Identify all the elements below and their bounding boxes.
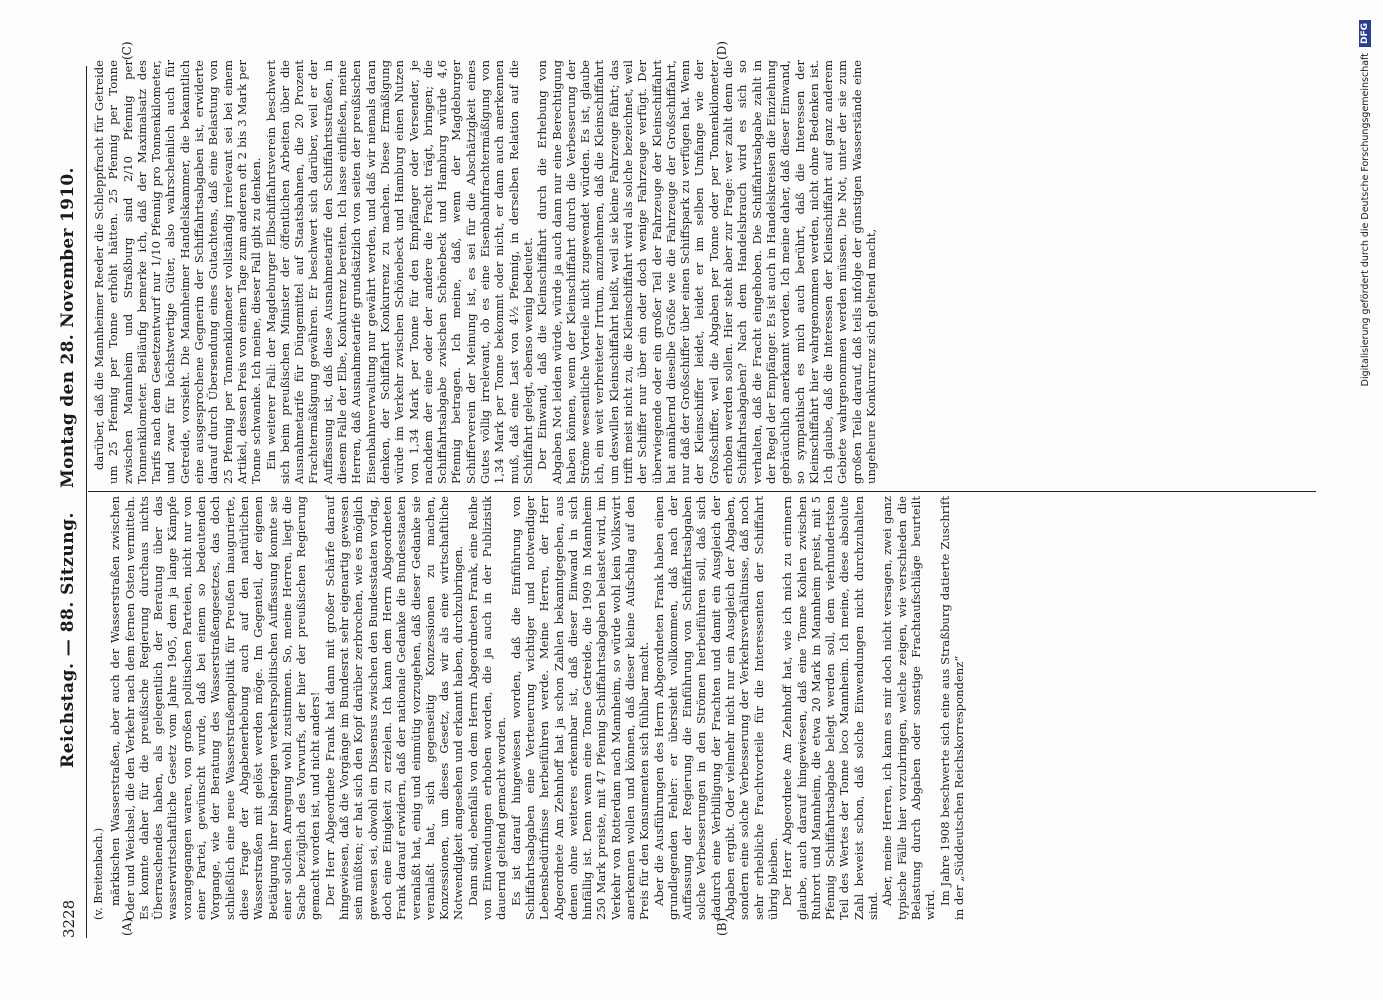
credit-text: Digitalisierung gefördert durch die Deutsche Forschungsgemeinschaft [1359, 53, 1371, 387]
dfg-logo: DFG [1359, 20, 1371, 47]
margin-marker-d: (D) [715, 41, 729, 60]
paragraph: Der Herr Abgeordnete Am Zehnhoff hat, wie ich mich zu erinnern glaube, auch darauf hingewiesen, daß eine Tonne Kohlen zwischen Ruhrort und Mannheim, die etwa 20 Mark in Mannheim preist, mit 5 Pfennig Schiffahrtsabgabe belegt werden soll, dem vierhundertsten Teil des Wertes der Tonne loco Mannheim. Ich meine, diese absolute Zahl beweist schon, daß solche Einwendungen nicht durchzuhalten sind. [780, 496, 881, 920]
left-text-column [92, 496, 966, 920]
digitization-credit [1352, 10, 1378, 990]
paragraph: darüber, daß die Mannheimer Reeder die Schleppfracht für Getreide um 25 Pfennig per Tonne erhöht hätten. 25 Pfennig per Tonne zwischen Mannheim und Straßburg sind 2/10 Pfennig per Tonnenkilometer. Beiläufig bemerke ich, daß der Maximalsatz des Tarifs nach dem Gesetzentwurf nur 1/10 Pfennig pro Tonnenkilometer, und zwar für höchstwertige Güter, also wahrscheinlich auch für Getreide, vorsieht. Die Mannheimer Handelskammer, die bekanntlich eine ausgesprochene Gegnerin der Schiffahrtsabgaben ist, erwiderte darauf durch Übersendung eines Gutachtens, daß eine Belastung von 25 Pfennig per Tonnenkilometer vollständig irrelevant sei bei einem Artikel, dessen Preis von einem Tage zum anderen oft 2 bis 3 Mark per Tonne schwanke. Ich meine, dieser Fall gibt zu denken. [92, 60, 264, 484]
paragraph: märkischen Wasserstraßen, aber auch der Wasserstraßen zwischen Oder und Weichsel, die den Verkehr nach dem fernen Osten vermitteln. Es konnte daher für die preußische Regierung durchaus nichts Überraschendes haben, als gelegentlich der Beratung über das wasserwirtschaftliche Gesetz vom Jahre 1905, dem ja lange Kämpfe vorangegangen waren, von großen politischen Parteien, nicht nur von einer Partei, gewünscht wurde, daß bei einem so bedeutenden Vorgange, wie der Beratung des Wasserstraßengesetzes, das doch schließlich eine neue Wasserstraßenpolitik für Preußen inaugurierte, diese Frage der Abgabenerhebung auch auf den natürlichen Wasserstraßen mit gelöst werden möge. Im Gegenteil, der eigenen Betätigung ihrer bisherigen verkehrspolitischen Auffassung konnte sie einer solchen Anregung wohl zustimmen. So, meine Herren, liegt die Sache bezüglich des Vorwurfs, der hier der preußischen Regierung gemacht worden ist, und nicht anders! [108, 496, 323, 920]
page-number: 3228 [60, 899, 78, 938]
paragraph: Aber, meine Herren, ich kann es mir doch nicht versagen, zwei ganz typische Fälle hier vorzubringen, welche zeigen, wie verschieden die Belastung durch Abgaben oder sonstige Frachtaufschläge beurteilt wird. [880, 496, 938, 920]
paragraph: Es ist darauf hingewiesen worden, daß die Einführung von Schiffahrtsabgaben eine Verteuerung wichtiger und notwendiger Lebensbedürfnisse herbeiführen werde. Meine Herren, der Herr Abgeordnete Am Zehnhoff hat ja schon Zahlen bekanntgegeben, aus denen ohne weiteres erkennbar ist, daß dieser Einwand in sich hinfällig ist. Denn wenn eine Tonne Getreide, die 1909 in Mannheim 250 Mark preiste, mit 47 Pfennig Schiffahrtsabgaben belastet wird, im Verkehr von Rotterdam nach Mannheim, so würde wohl kein Volkswirt anerkennen wollen und können, daß dieser kleine Aufschlag auf den Preis für den Konsumenten sich fühlbar macht. [508, 496, 652, 920]
paragraph: Der Einwand, daß die Kleinschiffahrt durch die Erhebung von Abgaben Not leiden würde, würde ja auch dann nur eine Berechtigung haben können, wenn der Kleinschiffahrt durch die Verbesserung der Ströme wesentliche Vorteile nicht zugewendet würden. Es ist, glaube ich, ein weit verbreiteter Irrtum, anzunehmen, daß die Kleinschiffahrt um deswillen Kleinschiffahrt heißt, weil sie kleine Fahrzeuge fährt; das trifft meist nicht zu, die Kleinschiffahrt wird als solche bezeichnet, weil der Schiffer nur über ein oder doch wenige Fahrzeuge verfügt. Der überwiegende oder ein großer Teil der Fahrzeuge der Kleinschiffahrt hat annähernd dieselbe Größe wie die Fahrzeuge der Großschiffahrt, nur daß der Großschiffer über einen Schiffspark zu verfügen hat. Wenn der Kleinschiffer leidet, leidet er im selben Umfange wie der Großschiffer, weil die Abgaben per Tonne oder per Tonnenkilometer erhoben werden sollen. Hier steht aber zur Frage: wer zahlt denn die Schiffahrtsabgaben? Nach dem Handelsbrauch wird es sich so verhalten, daß die Fracht eingehoben. Die Schiffahrtsabgabe zahlt in der Regel der Empfänger. Es ist auch in Handelskreisen die Einziehung gebräuchlich anerkannt worden. Ich meine daher, daß dieser Einwand, so sympathisch es mich auch berührt, daß die Interessen der Kleinschiffahrt hier wahrgenommen werden, nicht ohne Bedenken ist. Ich glaube, daß die Interessen der Kleinschiffahrt auf ganz anderem Gebiete wahrgenommen werden müssen. Die Not, unter der sie zum großen Teile darauf, daß teils infolge der günstigen Wasserstände eine ungeheure Konkurrenz sich geltend macht, [535, 60, 879, 484]
page-header [58, 78, 84, 938]
margin-marker-b: (B) [715, 917, 729, 936]
column-divider [88, 491, 1316, 492]
header-rule [86, 66, 87, 938]
speaker-note: (v. Breitenbach.) [92, 827, 105, 920]
session-date: Montag den 28. November 1910. [58, 167, 78, 488]
paragraph: Dann sind, ebenfalls von dem Herrn Abgeordneten Frank, eine Reihe von Einwendungen erhoben worden, die ja auch in der Publizistik dauernd geltend gemacht worden. [465, 496, 509, 920]
margin-marker-a: (A) [120, 917, 134, 936]
right-text-column [92, 60, 878, 484]
paragraph: Ein weiterer Fall: der Magdeburger Elbschiffahrtsverein beschwert sich beim preußischen Minister der öffentlichen Arbeiten über die Ausnahmetarife für Düngemittel auf Staatsbahnen, die 20 Prozent Frachtermäßigung gewähren. Er beschwert sich darüber, weil er der Auffassung ist, daß diese Ausnahmetarife den Schiffahrtsstraßen, in diesem Falle der Elbe, Konkurrenz bereiten. Ich lasse einfließen, meine Herren, daß Ausnahmetarife grundsätzlich von seiten der preußischen Eisenbahnverwaltung nur gewährt werden, und daß wir niemals daran denken, der Schiffahrt Konkurrenz zu machen. Diese Ermäßigung würde im Verkehr zwischen Schönebeck und Hamburg einen Nutzen von 1,34 Mark per Tonne für den Empfänger oder Versender, je nachdem der eine oder der andere die Fracht trägt, bringen; die Schiffahrtsabgabe zwischen Schönebeck und Hamburg würde 4,6 Pfennig betragen. Ich meine, daß, wenn der Magdeburger Schifferverein der Meinung ist, es sei für die Abschätzigkeit eines Gutes völlig irrelevant, ob es eine Eisenbahnfrachtermäßigung von 1,34 Mark per Tonne bekommt oder nicht, er dann auch anerkennen muß, daß eine Last von 4½ Pfennig, in derselben Relation auf die Schiffahrt gelegt, ebenso wenig bedeutet. [263, 60, 535, 484]
paragraph: Aber die Ausführungen des Herrn Abgeordneten Frank haben einen grundlegenden Fehler: er übersieht vollkommen, daß nach der Auffassung der Regierung die Einführung von Schiffahrtsabgaben solche Verbesserungen in den Strömen herbeiführen soll, daß sich dadurch eine Verbilligung der Frachten und damit ein Ausgleich der Abgaben ergibt. Oder vielmehr nicht nur ein Ausgleich der Abgaben, sondern eine solche Verbesserung der Verkehrsverhältnisse, daß noch sehr erhebliche Frachtvorteile für die Interessenten der Schiffahrt übrig bleiben. [651, 496, 780, 920]
paragraph: Im Jahre 1908 beschwerte sich eine aus Straßburg datierte Zuschrift in der „Süddeutschen Reichskorrespondenz“ [937, 496, 966, 920]
margin-marker-c: (C) [120, 41, 134, 60]
session-title: Reichstag. — 88. Sitzung. [58, 512, 78, 768]
paragraph: Der Herr Abgeordnete Frank hat dann mit großer Schärfe darauf hingewiesen, daß die Vorgänge im Bundesrat sehr eigenartig gewesen sein müßten; er hat sich den Kopf darüber zerbrochen, wie es möglich gewesen sei, obwohl ein Dissensus zwischen den Bundesstaaten vorlag, doch eine Einigkeit zu erzielen. Ich kann dem Herrn Abgeordneten Frank darauf erwidern, daß der nationale Gedanke die Bundesstaaten veranlaßt hat, einig und einmütig vorzugehen, daß dieser Gedanke sie veranlaßt hat, sich gegenseitig Konzessionen zu machen, Konzessionen, um dieses Gesetz, das wir als eine wirtschaftliche Notwendigkeit angesehen und erkannt haben, durchzubringen. [322, 496, 466, 920]
